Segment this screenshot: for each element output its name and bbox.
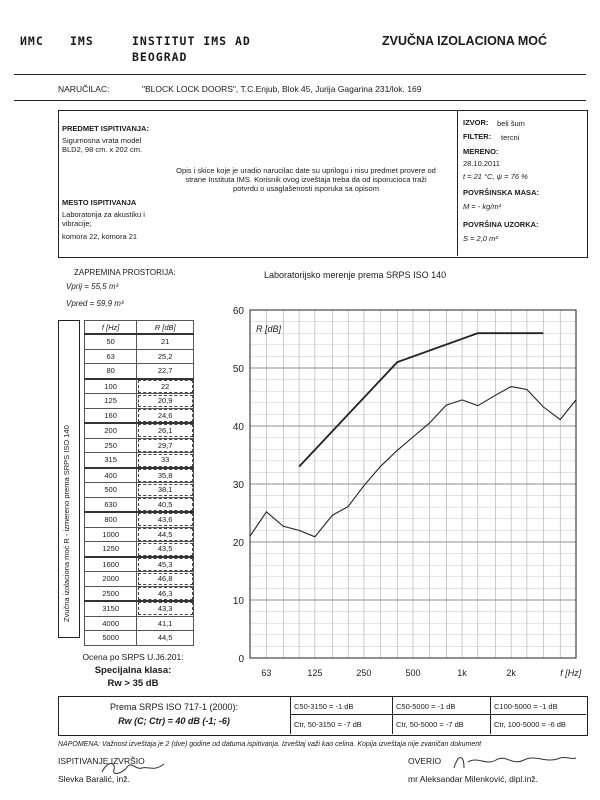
cell-r-value: 44,5 — [137, 631, 194, 646]
note-line2: strane Instituta IMS. Korisnik ovog izveštaja treba da od isporucioca traži — [185, 175, 427, 184]
table-row — [85, 349, 194, 364]
client-label: NARUČILAC: — [58, 84, 110, 94]
y-tick-label: 0 — [238, 654, 244, 665]
iso717-ctr-100-5000: Ctr, 100-5000 = -6 dB — [494, 720, 566, 729]
cell-frequency: 4000 — [85, 616, 137, 631]
filter-label: FILTER: — [463, 132, 492, 141]
report-sheet — [14, 14, 586, 786]
measured-date: 28.10.2011 — [463, 159, 500, 168]
chart-title: Laboratorijsko merenje prema SRPS ISO 140 — [264, 270, 447, 280]
cell-r-value: 29,7 — [137, 438, 194, 453]
x-axis-label: f [Hz] — [560, 668, 582, 678]
org-name-line2: BEOGRAD — [132, 50, 188, 64]
cell-r-value: 26,1 — [137, 423, 194, 438]
iso717-ctr-50-3150: Ctr, 50-3150 = -7 dB — [294, 720, 362, 729]
cell-r-value: 25,2 — [137, 349, 194, 364]
cell-frequency: 630 — [85, 497, 137, 512]
location-line3: komora 22, komora 21 — [62, 232, 138, 241]
volume-receiving: Vprij = 55,5 m³ — [66, 282, 119, 291]
cell-r-value: 33 — [137, 453, 194, 468]
y-tick-label: 10 — [232, 596, 244, 607]
cell-frequency: 63 — [85, 349, 137, 364]
rating-method: Ocena po SRPS U.J6.201: — [82, 652, 184, 662]
org-short-latin: IMS — [70, 34, 94, 48]
cell-r-value: 46,8 — [137, 572, 194, 587]
cell-frequency: 1600 — [85, 557, 137, 572]
area-label: POVRŠINA UZORKA: — [463, 220, 539, 229]
cell-r-value: 24,6 — [137, 408, 194, 423]
table-row — [85, 542, 194, 557]
table-row — [85, 468, 194, 483]
x-tick-label: 500 — [405, 668, 421, 678]
cell-frequency: 125 — [85, 394, 137, 409]
table-row — [85, 423, 194, 438]
table-side-label: Zvučna izolaciona moć R - izmereno prema SRPS ISO 140 — [62, 425, 71, 622]
org-short: ИМС — [20, 34, 44, 48]
footer-note: NAPOMENA: Važnost izveštaja je 2 (dve) godine od datuma ispitivanja. Izveštaj važi kao celina. Kopija izveštaja nije zvaničan dokument — [58, 741, 482, 748]
cell-r-value: 38,1 — [137, 483, 194, 498]
volumes-label: ZAPREMINA PROSTORIJA: — [74, 268, 176, 277]
x-tick-label: 1k — [457, 668, 467, 678]
cell-frequency: 50 — [85, 334, 137, 349]
cell-r-value: 35,8 — [137, 468, 194, 483]
cell-r-value: 22 — [137, 379, 194, 394]
iso717-result: Rw (C; Ctr) = 40 dB (-1; -6) — [118, 716, 230, 726]
cell-frequency: 160 — [85, 408, 137, 423]
table-header-r: R [dB] — [137, 321, 194, 335]
iso717-c-50-3150: C50-3150 = -1 dB — [294, 702, 354, 711]
table-row — [85, 364, 194, 379]
location-line2: vibracije; — [62, 219, 92, 228]
measured-label: MERENO: — [463, 147, 499, 156]
chart-marks — [233, 306, 582, 678]
iso717-divider-2 — [392, 696, 393, 734]
header-divider — [14, 74, 586, 75]
source-label: IZVOR: — [463, 118, 489, 127]
cell-r-value: 46,3 — [137, 586, 194, 601]
cell-r-value: 43,6 — [137, 512, 194, 527]
chart-grid — [250, 310, 576, 658]
tested-name: Slevka Baralić, inž. — [58, 774, 130, 784]
verified-label: OVERIO — [408, 756, 442, 766]
cell-r-value: 22,7 — [137, 364, 194, 379]
table-row — [85, 586, 194, 601]
table-row — [85, 572, 194, 587]
table-row — [85, 379, 194, 394]
table-row — [85, 408, 194, 423]
iso717-divider-1 — [290, 696, 291, 734]
cell-frequency: 250 — [85, 438, 137, 453]
cell-frequency: 200 — [85, 423, 137, 438]
x-tick-label: 2k — [506, 668, 516, 678]
series-line-reference — [299, 333, 543, 466]
subject-line1: Sigurnosna vrata model — [62, 136, 142, 145]
subject-label: PREDMET ISPITIVANJA: — [62, 124, 149, 133]
cell-r-value: 20,9 — [137, 394, 194, 409]
y-tick-label: 50 — [232, 364, 244, 375]
table-header-frequency: f [Hz] — [85, 321, 137, 335]
iso717-ctr-50-5000: Ctr, 50-5000 = -7 dB — [396, 720, 464, 729]
y-axis-label: R [dB] — [256, 324, 282, 334]
y-tick-label: 20 — [232, 538, 244, 549]
note-line1: Opis i skice koje je uradio narucilac date su uprilogu i nisu predmet provere od — [176, 166, 436, 175]
cell-r-value: 43,5 — [137, 542, 194, 557]
rating-class-value: Rw > 35 dB — [107, 678, 159, 689]
x-tick-label: 63 — [261, 668, 272, 678]
table-row — [85, 601, 194, 616]
location-label: MESTO ISPITIVANJA — [62, 198, 137, 207]
org-name-line1: INSTITUT IMS AD — [132, 34, 251, 48]
iso717-divider-h — [290, 714, 586, 715]
cell-r-value: 44,5 — [137, 527, 194, 542]
measurement-table — [84, 320, 194, 646]
tested-label: ISPITIVANJE IZVRŠIO — [58, 756, 145, 766]
iso717-divider-3 — [490, 696, 491, 734]
cell-frequency: 2500 — [85, 586, 137, 601]
cell-frequency: 100 — [85, 379, 137, 394]
cell-frequency: 315 — [85, 453, 137, 468]
client-value: "BLOCK LOCK DOORS", T.C.Enjub, Blok 45, Jurija Gagarina 231/lok. 169 — [142, 84, 422, 94]
cell-frequency: 3150 — [85, 601, 137, 616]
cell-r-value: 43,3 — [137, 601, 194, 616]
cell-frequency: 2000 — [85, 572, 137, 587]
table-row — [85, 527, 194, 542]
mass-label: POVRŠINSKA MASA: — [463, 188, 539, 197]
cell-r-value: 41,1 — [137, 616, 194, 631]
area-value: S = 2,0 m² — [463, 234, 498, 243]
cell-frequency: 500 — [85, 483, 137, 498]
x-tick-label: 125 — [307, 668, 323, 678]
client-divider — [14, 100, 586, 101]
table-row — [85, 557, 194, 572]
table-row — [85, 453, 194, 468]
table-row — [85, 497, 194, 512]
cell-r-value: 45,3 — [137, 557, 194, 572]
cell-r-value: 40,5 — [137, 497, 194, 512]
filter-value: tercni — [501, 133, 520, 142]
iso717-c-50-5000: C50-5000 = -1 dB — [396, 702, 456, 711]
table-row — [85, 616, 194, 631]
measured-conditions: t = 21 °C, ψ = 76 % — [463, 172, 528, 181]
table-row — [85, 438, 194, 453]
table-row — [85, 394, 194, 409]
volume-source: Vpred = 59,9 m³ — [66, 299, 124, 308]
table-row — [85, 631, 194, 646]
verified-name: mr Aleksandar Milenković, dipl.inž. — [408, 774, 538, 784]
y-tick-label: 60 — [232, 306, 244, 317]
iso717-title: Prema SRPS ISO 717-1 (2000): — [109, 702, 239, 712]
cell-frequency: 800 — [85, 512, 137, 527]
cell-r-value: 21 — [137, 334, 194, 349]
cell-frequency: 400 — [85, 468, 137, 483]
y-tick-label: 30 — [232, 480, 244, 491]
info-vertical-divider — [457, 110, 458, 256]
iso717-c-100-5000: C100-5000 = -1 dB — [494, 702, 558, 711]
table-row — [85, 483, 194, 498]
cell-frequency: 1250 — [85, 542, 137, 557]
cell-frequency: 80 — [85, 364, 137, 379]
report-title: ZVUČNA IZOLACIONA MOĆ — [382, 34, 548, 48]
cell-frequency: 1000 — [85, 527, 137, 542]
verified-signature — [450, 750, 580, 774]
source-value: beli šum — [497, 119, 525, 128]
y-tick-label: 40 — [232, 422, 244, 433]
table-row — [85, 512, 194, 527]
chart-svg — [200, 284, 586, 694]
note-line3: potvrdu o usaglašenosti isporuka sa opisom — [233, 184, 379, 193]
cell-frequency: 5000 — [85, 631, 137, 646]
table-row — [85, 334, 194, 349]
rating-class-label: Specijalna klasa: — [94, 665, 172, 676]
mass-value: M = - kg/m² — [463, 202, 502, 211]
x-tick-label: 250 — [356, 668, 372, 678]
location-line1: Laboratorija za akustiku i — [62, 210, 145, 219]
subject-line2: BLD2, 98 cm. x 202 cm. — [62, 145, 143, 154]
